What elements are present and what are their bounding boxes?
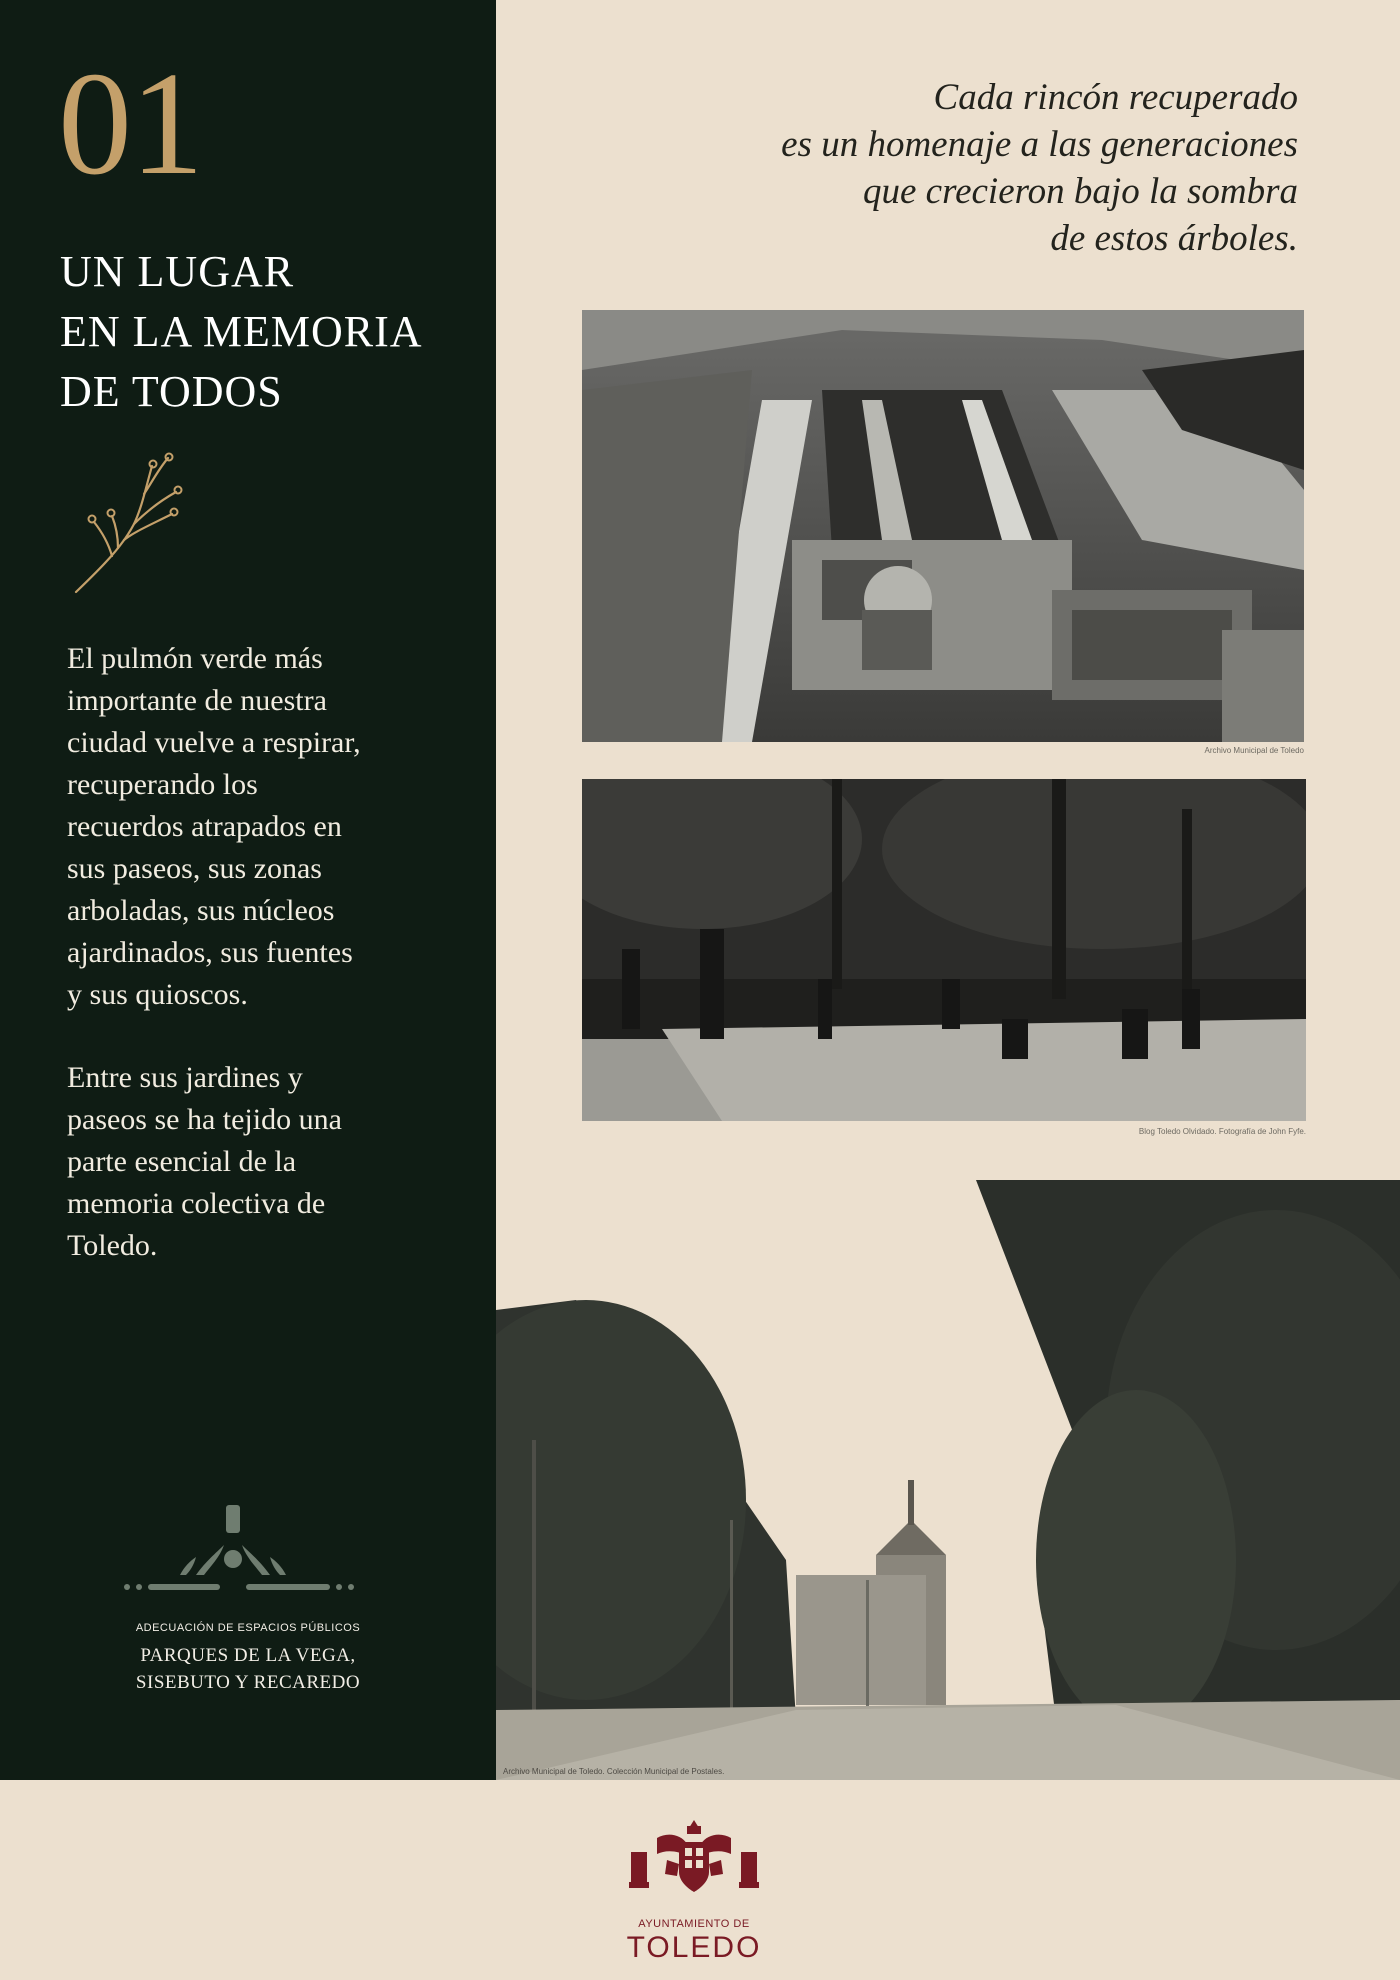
org-label-big: TOLEDO [626,1931,762,1964]
text-line: memoria colectiva de [67,1187,326,1220]
avenue-photo [496,1180,1400,1780]
text-line: parte esencial de la [67,1145,297,1178]
project-title-line: PARQUES DE LA VEGA, [140,1645,356,1666]
text-line: Toledo. [67,1229,158,1262]
org-label-small: AYUNTAMIENTO DE [638,1918,750,1930]
project-subtitle: ADECUACIÓN DE ESPACIOS PÚBLICOS [135,1622,361,1634]
aerial-photo [582,310,1304,742]
text-line: y sus quioscos. [67,978,248,1011]
heading-line: DE TODOS [60,367,283,416]
heading-line: EN LA MEMORIA [60,307,423,356]
photo-credit: Archivo Municipal de Toledo. Colección Municipal de Postales. [503,1767,725,1776]
text-line: importante de nuestra [67,684,327,717]
second-paragraph [67,1057,467,1267]
coat-of-arms-icon [627,1814,761,1900]
heading-line: UN LUGAR [60,247,295,296]
text-line: ajardinados, sus fuentes [67,936,353,969]
quote-line: que crecieron bajo la sombra [862,171,1298,212]
text-line: sus paseos, sus zonas [67,852,322,885]
text-line: Entre sus jardines y [67,1061,303,1094]
park-logo-icon [124,1505,356,1605]
branch-icon [72,452,192,597]
park-photo [582,779,1306,1121]
left-panel [0,0,496,1780]
text-line: paseos se ha tejido una [67,1103,342,1136]
text-line: recuperando los [67,768,258,801]
intro-paragraph [67,638,467,1016]
quote-line: de estos árboles. [1050,218,1298,259]
quote-line: Cada rincón recuperado [933,77,1298,118]
text-line: El pulmón verde más [67,642,323,675]
quote [678,74,1298,262]
project-title-line: SISEBUTO Y RECAREDO [135,1672,361,1693]
section-heading [60,242,480,422]
text-line: ciudad vuelve a respirar, [67,726,361,759]
photo-credit: Blog Toledo Olvidado. Fotografía de John Fyfe. [1138,1127,1306,1136]
section-number: 01 [58,42,202,206]
quote-line: es un homenaje a las generaciones [781,124,1298,165]
photo-credit: Archivo Municipal de Toledo [1204,746,1304,755]
text-line: arboladas, sus núcleos [67,894,335,927]
text-line: recuerdos atrapados en [67,810,342,843]
